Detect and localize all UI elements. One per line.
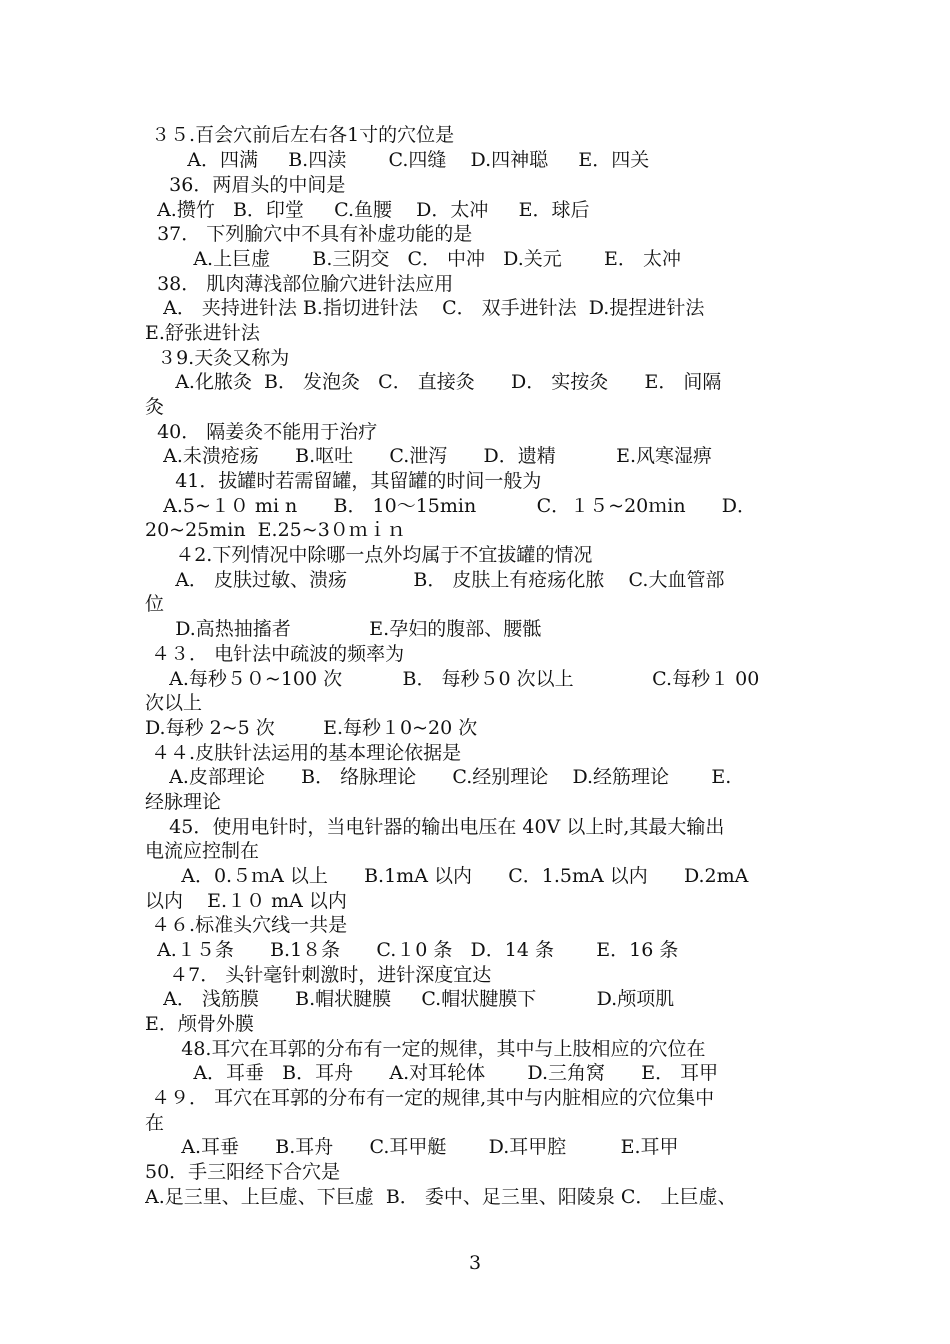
text-line: 37． 下列腧穴中不具有补虚功能的是	[145, 223, 473, 245]
text-line: A.１５条 B.1８条 C.１0 条 D．14 条 E．16 条	[145, 939, 679, 961]
text-line: ４7． 头针毫针刺激时，进针深度宜达	[145, 964, 492, 986]
text-line: 在	[145, 1112, 165, 1134]
text-line: 20~25min E.25~3０ｍｉｎ	[145, 519, 406, 541]
text-line: 45．使用电针时，当电针器的输出电压在 40V 以上时,其最大输出	[145, 816, 725, 838]
text-line: A．耳垂 B．耳舟 A.对耳轮体 D.三角窝 E． 耳甲	[145, 1062, 719, 1084]
text-line: ４９． 耳穴在耳郭的分布有一定的规律,其中与内脏相应的穴位集中	[145, 1087, 715, 1109]
text-line: 电流应控制在	[145, 840, 260, 862]
text-line: 灸	[145, 396, 165, 418]
text-line: ４６.标准头穴线一共是	[145, 914, 348, 936]
text-line: A.化脓灸 B． 发泡灸 C． 直接灸 D． 实按灸 E． 间隔	[145, 371, 722, 393]
text-line: A.皮部理论 B． 络脉理论 C.经别理论 D.经筋理论 E.	[145, 766, 732, 788]
text-line: A.未溃疮疡 B.呕吐 C.泄泻 D．遗精 E.风寒湿痹	[145, 445, 713, 467]
text-line: D.高热抽搐者 E.孕妇的腹部、腰骶	[145, 618, 542, 640]
text-line: A.每秒５０~100 次 B． 每秒５0 次以上 C.每秒１ 00	[145, 668, 760, 690]
text-line: 以内 E.１０ mA 以内	[145, 890, 347, 912]
text-line: A． 夹持进针法 B.指切进针法 C． 双手进针法 D.提捏进针法	[145, 297, 705, 319]
text-line: A.5~１０ mi n B． 10～15min C．１５~20ｍin D．	[145, 495, 757, 517]
text-line: E.舒张进针法	[145, 322, 260, 344]
text-line: 经脉理论	[145, 791, 222, 813]
text-line: A．0.５ｍA 以上 B.1mA 以内 C．1.5mA 以内 D.2mA	[145, 865, 749, 887]
text-line: 48.耳穴在耳郭的分布有一定的规律，其中与上肢相应的穴位在	[145, 1038, 706, 1060]
text-line: ３9.天灸又称为	[145, 347, 290, 369]
text-line: ４４.皮肤针法运用的基本理论依据是	[145, 742, 462, 764]
text-line: ３５.百会穴前后左右各1寸的穴位是	[145, 124, 455, 146]
text-line: 次以上	[145, 692, 203, 714]
text-line: A． 浅筋膜 B.帽状腱膜 C.帽状腱膜下 D.颅项肌	[145, 988, 675, 1010]
text-line: A． 皮肤过敏、溃疡 B． 皮肤上有疮疡化脓 C.大血管部	[145, 569, 725, 591]
text-line: A.耳垂 B.耳舟 C.耳甲艇 D.耳甲腔 E.耳甲	[145, 1136, 679, 1158]
text-line: ４2.下列情况中除哪一点外均属于不宜拔罐的情况	[145, 544, 593, 566]
text-line: A.攒竹 B．印堂 C.鱼腰 D．太冲 E．球后	[145, 199, 590, 221]
text-line: 38． 肌肉薄浅部位腧穴进针法应用	[145, 273, 454, 295]
text-line: E．颅骨外膜	[145, 1013, 254, 1035]
text-line: 41．拔罐时若需留罐，其留罐的时间一般为	[145, 470, 542, 492]
text-line: 40． 隔姜灸不能用于治疗	[145, 421, 378, 443]
text-line: 36．两眉头的中间是	[145, 174, 346, 196]
text-line: 位	[145, 593, 165, 615]
text-line: A．四满 B.四渎 C.四缝 D.四神聪 E．四关	[145, 149, 650, 171]
text-line: A.上巨虚 B.三阴交 C． 中冲 D.关元 E． 太冲	[145, 248, 681, 270]
text-line: A.足三里、上巨虚、下巨虚 B． 委中、足三里、阳陵泉 C． 上巨虚、	[145, 1186, 737, 1208]
text-line: 50．手三阳经下合穴是	[145, 1161, 341, 1183]
page-number: 3	[468, 1252, 482, 1274]
text-line: D.每秒 2~5 次 E.每秒１0~20 次	[145, 717, 478, 739]
text-line: ４３． 电针法中疏波的频率为	[145, 643, 405, 665]
